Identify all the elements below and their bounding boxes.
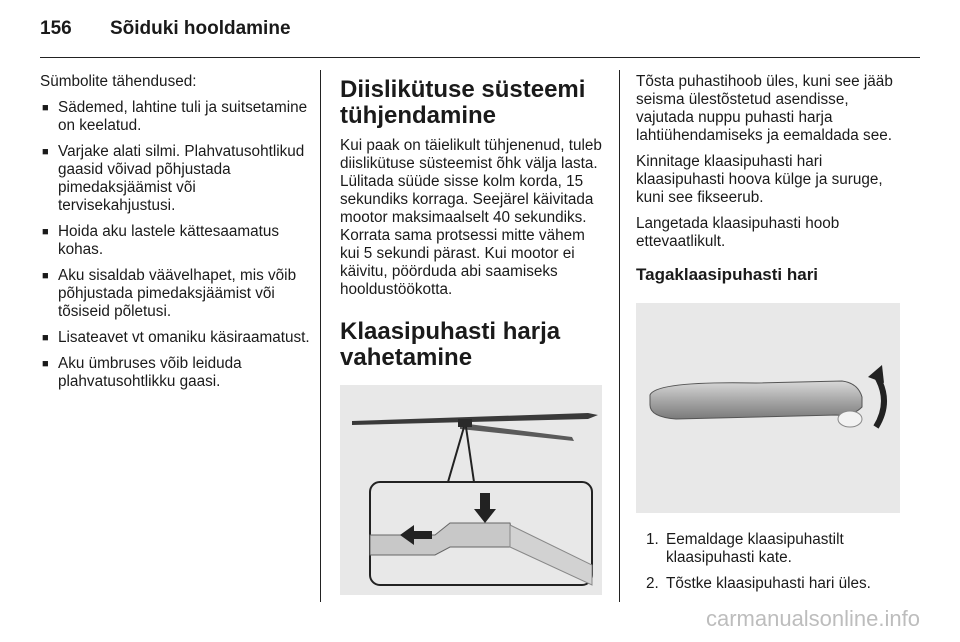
wiper-blade-illustration: [340, 385, 602, 595]
rear-wiper-drawing: [636, 303, 900, 513]
section-title: Sõiduki hooldamine: [110, 18, 291, 39]
list-item: ■ Varjake alati silmi. Plahvatusohtlikud gaasid võivad põhjustada pimedaksjäämist või tervisekahjustusi.: [42, 143, 305, 214]
instruction-1: Tõsta puhastihoob üles, kuni see jääb seisma ülestõstetud asendisse, vajutada nuppu puhasti harja lahtiühendamiseks ja eemaldada see.: [636, 73, 893, 144]
instruction-2: Kinnitage klaasipuhasti hari klaasipuhasti hoova külge ja suruge, kuni see fikseerub.: [636, 153, 883, 206]
bullet-icon: ■: [42, 102, 49, 114]
page-header: [40, 18, 291, 40]
list-item: ■ Sädemed, lahtine tuli ja suitsetamine on keelatud.: [42, 99, 308, 134]
rear-wiper-heading: Tagaklaasipuhasti hari: [636, 265, 819, 284]
bullet-icon: ■: [42, 332, 49, 344]
list-item: ■ Aku ümbruses võib leiduda plahvatusohtlikku gaasi.: [42, 355, 242, 390]
bullet-icon: ■: [42, 226, 49, 238]
list-item: ■ Hoida aku lastele kättesaamatus kohas.: [42, 223, 280, 258]
list-item: ■ Lisateavet vt omaniku käsiraamatust.: [42, 329, 310, 346]
bullet-icon: ■: [42, 270, 49, 282]
step-number: 2.: [646, 575, 659, 592]
wiper-blade-drawing: [340, 385, 602, 595]
symbols-intro: Sümbolite tähendused:: [40, 73, 197, 90]
list-item: ■ Aku sisaldab väävelhapet, mis võib põhjustada pimedaksjäämist või tõsiseid põletusi.: [42, 267, 297, 320]
rear-wiper-illustration: [636, 303, 900, 513]
watermark: carmanualsonline.info: [705, 606, 920, 631]
diesel-paragraph: Kui paak on täielikult tühjenenud, tuleb diislikütuse süsteemist õhk välja lasta. Lülitada süüde sisse kolm korda, 15 sekundiks korraga. Seejärel käivitada mootor maksimaalselt 40 sekundiks. Korrata sama protsessi mitte vähem kui 5 sekundi pärast. Kui mootor ei käivitu, pöörduda abi saamiseks hooldustöökotta.: [340, 137, 602, 298]
list-item: 2. Tõstke klaasipuhasti hari üles.: [646, 575, 871, 592]
bullet-icon: ■: [42, 146, 49, 158]
header-rule: [40, 57, 920, 58]
column-1: [40, 73, 310, 399]
symbol-list: [40, 99, 310, 391]
column-divider-right: [619, 70, 620, 602]
steps-list: [636, 531, 908, 593]
list-item: 1. Eemaldage klaasipuhastilt klaasipuhasti kate.: [646, 531, 844, 566]
column-2: [340, 73, 602, 595]
page-number: 156: [40, 18, 72, 39]
column-3: [636, 73, 908, 601]
bullet-icon: ■: [42, 358, 49, 370]
diesel-heading: Diislikütuse süsteemi tühjendamine: [340, 76, 586, 129]
wiper-heading: Klaasipuhasti harja vahetamine: [340, 318, 561, 371]
step-number: 1.: [646, 531, 659, 548]
instruction-3: Langetada klaasipuhasti hoob ettevaatlikult.: [636, 215, 840, 250]
column-divider-left: [320, 70, 321, 602]
